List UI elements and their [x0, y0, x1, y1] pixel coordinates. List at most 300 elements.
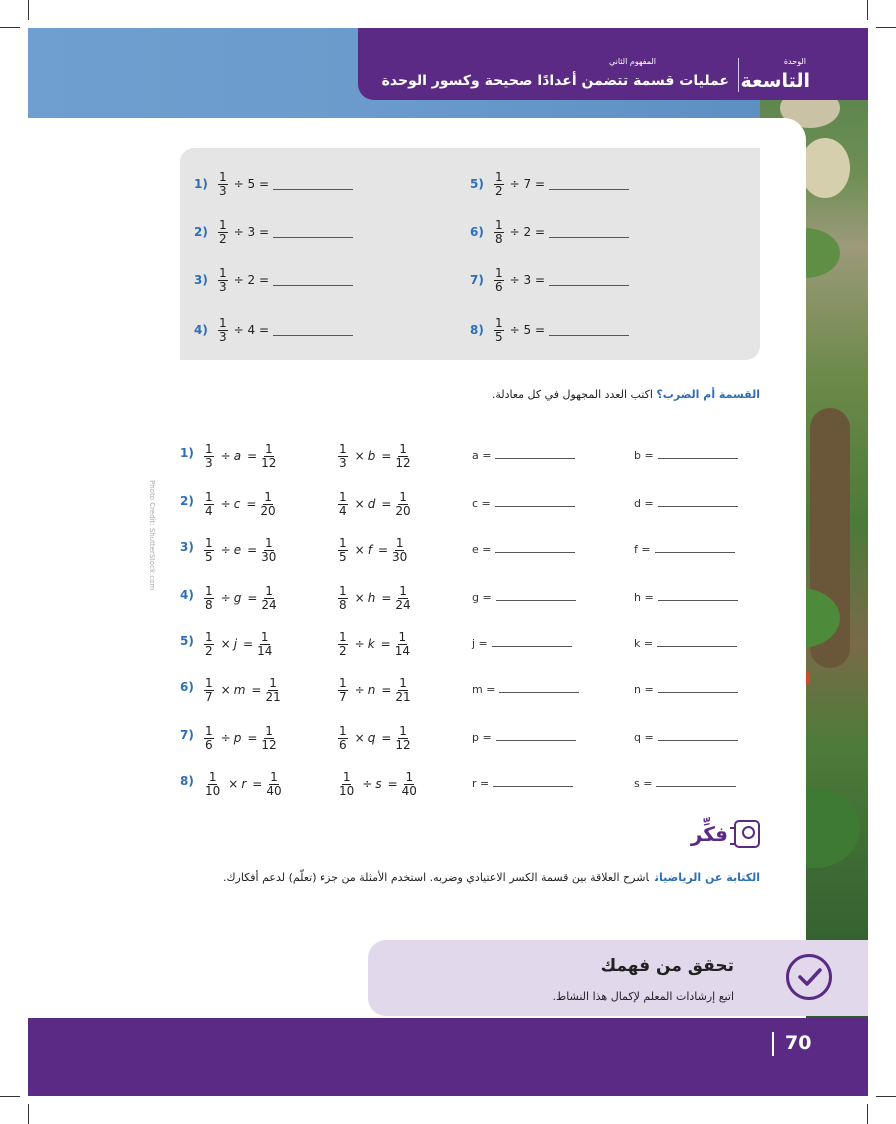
denominator: 3 — [219, 183, 227, 198]
answer-field — [634, 776, 736, 790]
answer-blank[interactable] — [655, 542, 735, 553]
equation-left — [204, 670, 286, 710]
variable: q — [367, 731, 376, 745]
numerator: 1 — [339, 535, 347, 550]
equation-left — [204, 484, 281, 524]
notebook-icon — [734, 820, 760, 848]
denominator: 3 — [219, 279, 227, 294]
fraction — [394, 631, 411, 658]
denominator: 6 — [205, 737, 213, 752]
answer-blank[interactable] — [658, 448, 738, 459]
equation-row — [180, 530, 760, 570]
equation-number: 4) — [180, 588, 194, 602]
answer-blank[interactable] — [492, 636, 572, 647]
answer-blank[interactable] — [273, 275, 353, 286]
instruction-text: اكتب العدد المجهول في كل معادلة. — [491, 388, 653, 401]
crop-mark — [28, 1104, 29, 1124]
crop-mark — [0, 1096, 20, 1097]
exercise-expression: ÷ 4 = — [233, 323, 270, 337]
fraction — [338, 771, 355, 798]
numerator: 1 — [395, 535, 404, 550]
exercise-item — [194, 308, 353, 352]
denominator: 12 — [261, 737, 277, 752]
answer-field — [634, 730, 738, 744]
equals-sign: = — [381, 731, 392, 745]
equals-sign: = — [381, 591, 392, 605]
answer-blank[interactable] — [495, 496, 575, 507]
exercise-number: 3) — [194, 273, 208, 287]
instruction-keyword: القسمة أم الضرب؟ — [656, 388, 760, 401]
fraction — [338, 585, 348, 612]
fraction — [338, 443, 348, 470]
equation-left — [204, 578, 282, 618]
denominator: 10 — [339, 783, 355, 798]
denominator: 40 — [401, 783, 417, 798]
answer-label: f = — [634, 543, 651, 556]
denominator: 2 — [495, 183, 503, 198]
operator: ÷ — [220, 731, 231, 745]
denominator: 3 — [339, 455, 347, 470]
denominator: 3 — [205, 455, 213, 470]
answer-field — [472, 542, 575, 556]
operator: ÷ — [354, 683, 365, 697]
answer-blank[interactable] — [657, 636, 737, 647]
denominator: 5 — [205, 549, 213, 564]
equation-number: 8) — [180, 774, 194, 788]
crop-mark — [876, 27, 896, 28]
variable: k — [367, 637, 375, 651]
variable: c — [233, 497, 241, 511]
numerator: 1 — [205, 629, 213, 644]
exercise-item — [470, 258, 629, 302]
equals-sign: = — [252, 777, 263, 791]
equation-row — [180, 718, 760, 758]
answer-label: k = — [634, 637, 654, 650]
crop-mark — [876, 1096, 896, 1097]
numerator: 1 — [205, 723, 213, 738]
exercise-number: 4) — [194, 323, 208, 337]
operator: ÷ — [354, 637, 365, 651]
fraction — [260, 585, 277, 612]
operator: × — [354, 449, 365, 463]
answer-blank[interactable] — [658, 682, 738, 693]
exercise-box — [180, 148, 760, 360]
numerator: 1 — [219, 265, 227, 280]
fraction — [338, 537, 348, 564]
numerator: 1 — [495, 169, 503, 184]
exercise-item — [470, 210, 629, 254]
denominator: 14 — [394, 643, 410, 658]
concept-label: المفهوم الثاني — [608, 57, 656, 66]
operator: ÷ — [220, 591, 231, 605]
answer-blank[interactable] — [496, 590, 576, 601]
answer-blank[interactable] — [658, 590, 738, 601]
equation-right — [338, 670, 416, 710]
exercise-number: 6) — [470, 225, 484, 239]
fraction — [204, 771, 221, 798]
denominator: 12 — [261, 455, 277, 470]
equals-sign: = — [246, 497, 257, 511]
equation-number: 3) — [180, 540, 194, 554]
fraction — [394, 443, 411, 470]
fraction — [338, 725, 348, 752]
operator: × — [220, 683, 231, 697]
equation-right — [338, 530, 412, 570]
denominator: 6 — [495, 279, 503, 294]
denominator: 7 — [339, 689, 347, 704]
denominator: 2 — [339, 643, 347, 658]
denominator: 3 — [219, 329, 227, 344]
equation-row — [180, 624, 760, 664]
variable: a — [233, 449, 242, 463]
answer-blank[interactable] — [658, 496, 738, 507]
fraction — [401, 771, 418, 798]
equation-right — [338, 484, 416, 524]
exercise-number: 2) — [194, 225, 208, 239]
fraction — [204, 585, 214, 612]
answer-blank[interactable] — [549, 227, 629, 238]
answer-field — [634, 496, 738, 510]
page-number-divider — [772, 1032, 774, 1056]
operator: ÷ — [220, 543, 231, 557]
numerator: 1 — [339, 629, 347, 644]
fraction — [394, 585, 411, 612]
crop-mark — [867, 1104, 868, 1124]
lesson-header — [358, 28, 868, 100]
variable: h — [367, 591, 376, 605]
answer-field — [472, 636, 572, 650]
operator: ÷ — [220, 449, 231, 463]
variable: j — [233, 637, 238, 651]
answer-label: h = — [634, 591, 654, 604]
numerator: 1 — [405, 769, 414, 784]
equation-row — [180, 764, 760, 804]
answer-field — [472, 448, 575, 462]
denominator: 21 — [395, 689, 411, 704]
fraction — [260, 443, 277, 470]
equation-left — [204, 764, 287, 804]
answer-label: n = — [634, 683, 654, 696]
equals-sign: = — [251, 683, 262, 697]
exercise-expression: ÷ 2 = — [233, 273, 270, 287]
exercise-expression: ÷ 5 = — [233, 177, 270, 191]
exercise-item — [470, 308, 629, 352]
answer-blank[interactable] — [493, 776, 573, 787]
writing-text: اشرح العلاقة بين قسمة الكسر الاعتيادي وضربه. استخدم الأمثلة من جزء (تعلّم) لدعم أفكارك. — [222, 871, 649, 884]
answer-field — [472, 730, 576, 744]
equals-sign: = — [243, 637, 254, 651]
answer-field — [472, 682, 579, 696]
denominator: 6 — [339, 737, 347, 752]
numerator: 1 — [265, 583, 273, 598]
denominator: 4 — [205, 503, 213, 518]
equation-right — [338, 624, 415, 664]
check-text: اتبع إرشادات المعلم لإكمال هذا النشاط. — [552, 990, 734, 1003]
variable: f — [367, 543, 372, 557]
think-title: فكِّر — [690, 822, 728, 846]
equation-left — [204, 624, 277, 664]
exercise-item — [194, 162, 353, 206]
equation-number: 6) — [180, 680, 194, 694]
numerator: 1 — [339, 675, 347, 690]
fraction — [494, 317, 504, 344]
numerator: 1 — [342, 769, 351, 784]
variable: m — [233, 683, 246, 697]
fraction — [391, 537, 408, 564]
header-divider — [738, 58, 739, 92]
numerator: 1 — [219, 315, 227, 330]
answer-blank[interactable] — [499, 682, 579, 693]
denominator: 5 — [339, 549, 347, 564]
equation-left — [204, 718, 282, 758]
check-title: تحقق من فهمك — [600, 956, 734, 976]
operator: × — [354, 543, 365, 557]
denominator: 12 — [395, 455, 411, 470]
fraction — [394, 677, 411, 704]
answer-label: r = — [472, 777, 490, 790]
variable: p — [233, 731, 242, 745]
fraction — [338, 677, 348, 704]
equals-sign: = — [247, 449, 258, 463]
check-understanding-box — [368, 940, 868, 1016]
numerator: 1 — [339, 489, 347, 504]
numerator: 1 — [205, 489, 213, 504]
answer-label: b = — [634, 449, 654, 462]
fraction — [260, 725, 277, 752]
answer-label: q = — [634, 731, 654, 744]
numerator: 1 — [495, 265, 503, 280]
numerator: 1 — [208, 769, 217, 784]
variable: r — [241, 777, 247, 791]
numerator: 1 — [339, 583, 347, 598]
equation-number: 7) — [180, 728, 194, 742]
denominator: 24 — [395, 597, 411, 612]
denominator: 8 — [495, 231, 503, 246]
fraction — [204, 677, 214, 704]
exercise-expression: ÷ 7 = — [509, 177, 546, 191]
lesson-title: عمليات قسمة تتضمن أعدادًا صحيحة وكسور الوحدة — [381, 73, 729, 89]
equals-sign: = — [380, 637, 391, 651]
writing-prompt — [200, 866, 760, 890]
numerator: 1 — [399, 489, 407, 504]
unit-label: الوحدة — [783, 57, 806, 66]
fraction — [264, 677, 281, 704]
answer-label: g = — [472, 591, 492, 604]
equals-sign: = — [381, 449, 392, 463]
numerator: 1 — [399, 441, 407, 456]
equals-sign: = — [381, 683, 392, 697]
fraction — [218, 219, 228, 246]
exercise-expression: ÷ 5 = — [509, 323, 546, 337]
operator: × — [354, 731, 365, 745]
answer-field — [634, 682, 738, 696]
denominator: 8 — [339, 597, 347, 612]
answer-label: s = — [634, 777, 653, 790]
equation-left — [204, 436, 281, 476]
equation-right — [338, 436, 416, 476]
equation-number: 2) — [180, 494, 194, 508]
equals-sign: = — [247, 591, 258, 605]
denominator: 20 — [395, 503, 411, 518]
fraction — [204, 491, 214, 518]
think-heading — [691, 820, 760, 848]
answer-field — [472, 496, 575, 510]
equation-right — [338, 578, 416, 618]
fraction — [394, 725, 411, 752]
operator: × — [354, 591, 365, 605]
variable: n — [367, 683, 376, 697]
operator: × — [220, 637, 231, 651]
numerator: 1 — [270, 769, 278, 784]
answer-blank[interactable] — [656, 776, 736, 787]
denominator: 7 — [205, 689, 213, 704]
operator: ÷ — [220, 497, 231, 511]
variable: g — [233, 591, 242, 605]
fraction — [256, 631, 273, 658]
numerator: 1 — [398, 629, 407, 644]
crop-mark — [28, 0, 29, 20]
denominator: 30 — [392, 549, 408, 564]
answer-blank[interactable] — [273, 325, 353, 336]
exercise-number: 8) — [470, 323, 484, 337]
fraction — [338, 491, 348, 518]
answer-field — [634, 542, 735, 556]
equation-row — [180, 436, 760, 476]
answer-label: a = — [472, 449, 492, 462]
answer-label: p = — [472, 731, 492, 744]
exercise-expression: ÷ 3 = — [233, 225, 270, 239]
equation-row — [180, 578, 760, 618]
fraction — [204, 537, 214, 564]
answer-label: j = — [472, 637, 488, 650]
fraction — [218, 267, 228, 294]
equation-row — [180, 670, 760, 710]
answer-blank[interactable] — [549, 179, 629, 190]
answer-blank[interactable] — [495, 448, 575, 459]
answer-blank[interactable] — [658, 730, 738, 741]
denominator: 30 — [261, 549, 277, 564]
exercise-number: 7) — [470, 273, 484, 287]
equals-sign: = — [387, 777, 398, 791]
numerator: 1 — [495, 315, 503, 330]
denominator: 2 — [205, 643, 213, 658]
numerator: 1 — [264, 535, 273, 550]
exercise-item — [194, 258, 353, 302]
fraction — [259, 491, 276, 518]
variable: s — [375, 777, 382, 791]
fraction — [204, 631, 214, 658]
answer-label: d = — [634, 497, 654, 510]
answer-field — [472, 590, 576, 604]
numerator: 1 — [219, 217, 227, 232]
equation-row — [180, 484, 760, 524]
denominator: 14 — [257, 643, 273, 658]
equation-left — [204, 530, 281, 570]
answer-field — [472, 776, 573, 790]
operator: × — [354, 497, 365, 511]
denominator: 2 — [219, 231, 227, 246]
exercise-number: 1) — [194, 177, 208, 191]
numerator: 1 — [269, 675, 277, 690]
fraction — [494, 267, 504, 294]
fraction — [218, 317, 228, 344]
fraction — [338, 631, 348, 658]
answer-label: c = — [472, 497, 491, 510]
equals-sign: = — [381, 497, 392, 511]
denominator: 21 — [265, 689, 281, 704]
numerator: 1 — [399, 723, 407, 738]
numerator: 1 — [339, 441, 347, 456]
answer-blank[interactable] — [273, 179, 353, 190]
numerator: 1 — [399, 675, 407, 690]
equation-number: 5) — [180, 634, 194, 648]
writing-keyword: الكتابة عن الرياضيات — [654, 871, 760, 884]
fraction — [265, 771, 282, 798]
answer-blank[interactable] — [549, 325, 629, 336]
numerator: 1 — [264, 441, 273, 456]
numerator: 1 — [339, 723, 347, 738]
denominator: 8 — [205, 597, 213, 612]
equals-sign: = — [247, 731, 258, 745]
fraction — [494, 219, 504, 246]
numerator: 1 — [219, 169, 227, 184]
equals-sign: = — [247, 543, 258, 557]
equation-number: 1) — [180, 446, 194, 460]
equation-right — [338, 764, 422, 804]
fraction — [218, 171, 228, 198]
exercise-number: 5) — [470, 177, 484, 191]
answer-blank[interactable] — [495, 542, 575, 553]
fraction — [204, 443, 214, 470]
unit-name: التاسعة — [740, 70, 810, 92]
denominator: 10 — [205, 783, 221, 798]
checkmark-icon — [786, 954, 832, 1000]
numerator: 1 — [205, 583, 213, 598]
fraction — [260, 537, 277, 564]
answer-blank[interactable] — [496, 730, 576, 741]
answer-label: e = — [472, 543, 492, 556]
answer-blank[interactable] — [273, 227, 353, 238]
exercise-item — [470, 162, 629, 206]
crop-mark — [0, 27, 20, 28]
numerator: 1 — [265, 723, 273, 738]
numerator: 1 — [264, 489, 272, 504]
operator: ÷ — [362, 777, 373, 791]
denominator: 5 — [495, 329, 503, 344]
denominator: 4 — [339, 503, 347, 518]
numerator: 1 — [205, 441, 213, 456]
fraction — [394, 491, 411, 518]
exercise-expression: ÷ 2 = — [509, 225, 546, 239]
answer-field — [634, 448, 738, 462]
answer-blank[interactable] — [549, 275, 629, 286]
answer-label: m = — [472, 683, 496, 696]
denominator: 24 — [261, 597, 277, 612]
operator: × — [228, 777, 239, 791]
equals-sign: = — [377, 543, 388, 557]
crop-mark — [867, 0, 868, 20]
variable: e — [233, 543, 242, 557]
exercise-item — [194, 210, 353, 254]
numerator: 1 — [260, 629, 269, 644]
numerator: 1 — [495, 217, 503, 232]
numerator: 1 — [205, 535, 213, 550]
denominator: 12 — [395, 737, 411, 752]
fraction — [204, 725, 214, 752]
page-footer — [28, 1018, 868, 1096]
denominator: 40 — [266, 783, 282, 798]
denominator: 20 — [260, 503, 276, 518]
